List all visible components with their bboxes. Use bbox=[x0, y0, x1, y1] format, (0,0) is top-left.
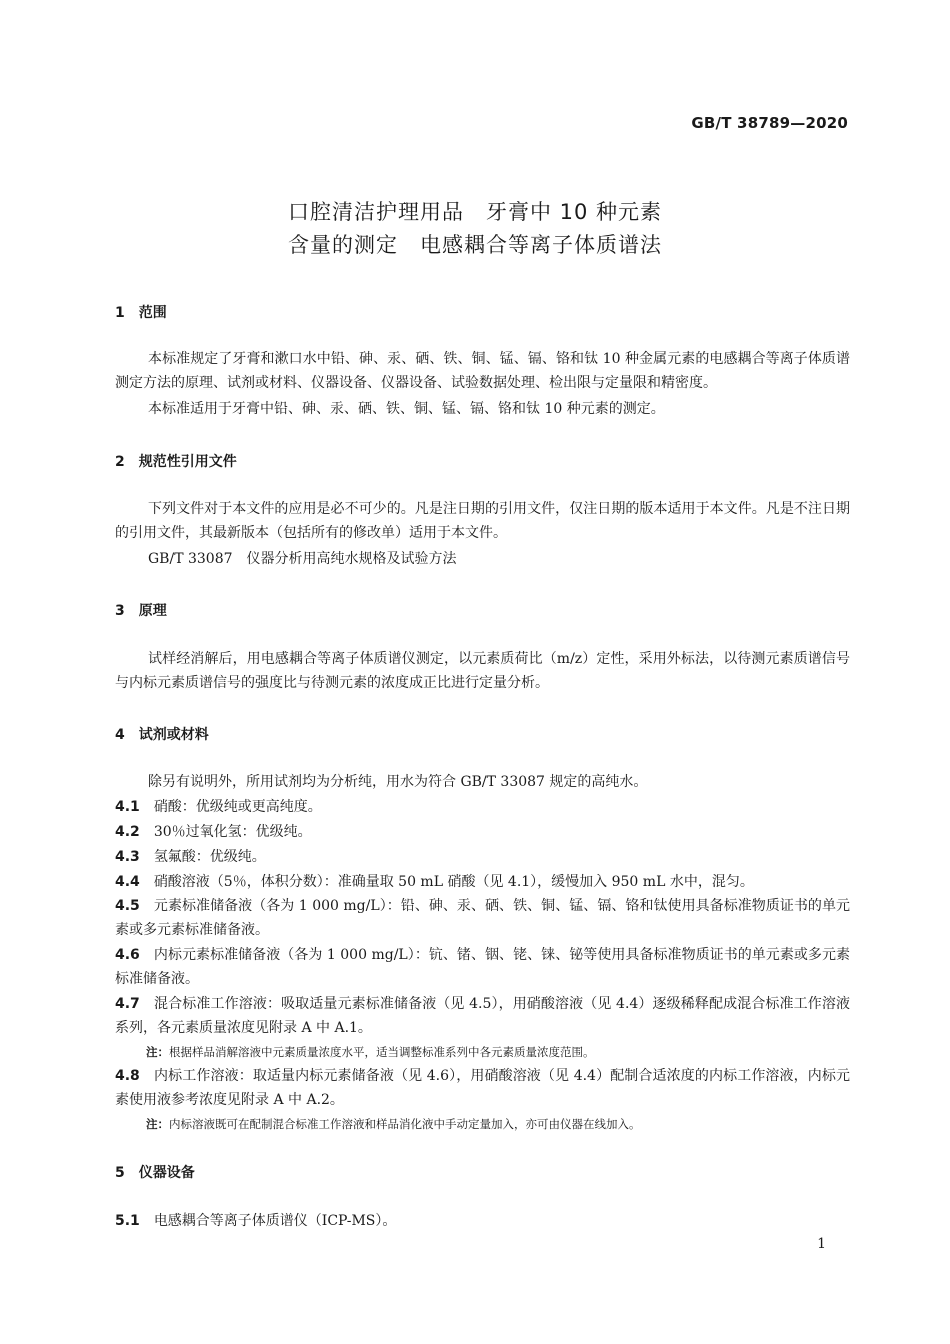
clause-number: 4.6 bbox=[115, 947, 140, 963]
section-1-paragraph-2: 本标准适用于牙膏中铅、砷、汞、硒、铁、铜、锰、镉、铬和钛 10 种元素的测定。 bbox=[148, 401, 665, 417]
section-1-paragraph-1: 本标准规定了牙膏和漱口水中铅、砷、汞、硒、铁、铜、锰、镉、铬和钛 10 种金属元素的电感耦合等离子体质谱测定方法的原理、试剂或材料、仪器设备、仪器设备、试验数据处理、检出限与定量限和精密度。 bbox=[115, 351, 850, 391]
clause-number: 4.7 bbox=[115, 996, 140, 1012]
clause-4-8 bbox=[115, 1064, 850, 1112]
note-label: 注： bbox=[146, 1045, 169, 1059]
clause-text: 硝酸：优级纯或更高纯度。 bbox=[153, 799, 322, 815]
section-4-intro: 除另有说明外，所用试剂均为分析纯，用水为符合 GB/T 33087 规定的高纯水。 bbox=[148, 774, 648, 790]
note-4-8 bbox=[146, 1115, 641, 1133]
clause-number: 4.1 bbox=[115, 799, 140, 815]
clause-4-7 bbox=[115, 992, 850, 1040]
clause-4-6 bbox=[115, 943, 850, 991]
note-text: 根据样品消解溶液中元素质量浓度水平，适当调整标准系列中各元素质量浓度范围。 bbox=[169, 1045, 595, 1059]
clause-4-1 bbox=[115, 795, 850, 819]
clause-number: 4.3 bbox=[115, 849, 140, 865]
clause-text: 电感耦合等离子体质谱仪（ICP-MS）。 bbox=[153, 1213, 397, 1229]
note-label: 注： bbox=[146, 1117, 169, 1131]
clause-4-5 bbox=[115, 894, 850, 942]
normative-reference-gbt-33087: GB/T 33087 仪器分析用高纯水规格及试验方法 bbox=[148, 551, 457, 567]
section-2-paragraph-1: 下列文件对于本文件的应用是必不可少的。凡是注日期的引用文件，仅注日期的版本适用于本文件。凡是不注日期的引用文件，其最新版本（包括所有的修改单）适用于本文件。 bbox=[115, 501, 850, 541]
clause-number: 4.2 bbox=[115, 824, 140, 840]
clause-4-2 bbox=[115, 820, 850, 844]
page-number: 1 bbox=[817, 1236, 826, 1252]
clause-text: 混合标准工作溶液：吸取适量元素标准储备液（见 4.5），用硝酸溶液（见 4.4）逐级稀释配成混合标准工作溶液系列，各元素质量浓度见附录 A 中 A.1。 bbox=[115, 996, 850, 1036]
clause-text: 元素标准储备液（各为 1 000 mg/L）：铅、砷、汞、硒、铁、铜、锰、镉、铬和钛使用具备标准物质证书的单元素或多元素标准储备液。 bbox=[115, 898, 851, 938]
clause-text: 硝酸溶液（5％，体积分数）：准确量取 50 mL 硝酸（见 4.1），缓慢加入 950 mL 水中，混匀。 bbox=[153, 874, 754, 890]
clause-number: 4.4 bbox=[115, 874, 140, 890]
section-1-heading: 1 范围 bbox=[115, 305, 167, 321]
section-4-heading: 4 试剂或材料 bbox=[115, 727, 209, 743]
document-title-line-2: 含量的测定 电感耦合等离子体质谱法 bbox=[288, 233, 662, 257]
clause-text: 氢氟酸：优级纯。 bbox=[153, 849, 266, 865]
section-2-heading: 2 规范性引用文件 bbox=[115, 454, 237, 470]
section-3-heading: 3 原理 bbox=[115, 603, 167, 619]
clause-number: 4.8 bbox=[115, 1068, 140, 1084]
standard-number: GB/T 38789—2020 bbox=[691, 114, 848, 132]
clause-text: 30％过氧化氢：优级纯。 bbox=[153, 824, 312, 840]
clause-4-4 bbox=[115, 870, 850, 894]
clause-4-3 bbox=[115, 845, 850, 869]
note-4-7 bbox=[146, 1043, 595, 1061]
section-3-paragraph-1: 试样经消解后，用电感耦合等离子体质谱仪测定，以元素质荷比（m/z）定性，采用外标法，以待测元素质谱信号与内标元素质谱信号的强度比与待测元素的浓度成正比进行定量分析。 bbox=[115, 651, 850, 691]
clause-number: 5.1 bbox=[115, 1213, 140, 1229]
clause-number: 4.5 bbox=[115, 898, 140, 914]
document-title-line-1: 口腔清洁护理用品 牙膏中 10 种元素 bbox=[287, 200, 663, 224]
note-text: 内标溶液既可在配制混合标准工作溶液和样品消化液中手动定量加入，亦可由仪器在线加入。 bbox=[169, 1117, 641, 1131]
clause-5-1 bbox=[115, 1209, 850, 1233]
clause-text: 内标元素标准储备液（各为 1 000 mg/L）：钪、锗、铟、铑、铼、铋等使用具备标准物质证书的单元素或多元素标准储备液。 bbox=[115, 947, 851, 987]
clause-text: 内标工作溶液：取适量内标元素储备液（见 4.6），用硝酸溶液（见 4.4）配制合适浓度的内标工作溶液，内标元素使用液参考浓度见附录 A 中 A.2。 bbox=[115, 1068, 850, 1108]
section-5-heading: 5 仪器设备 bbox=[115, 1165, 195, 1181]
